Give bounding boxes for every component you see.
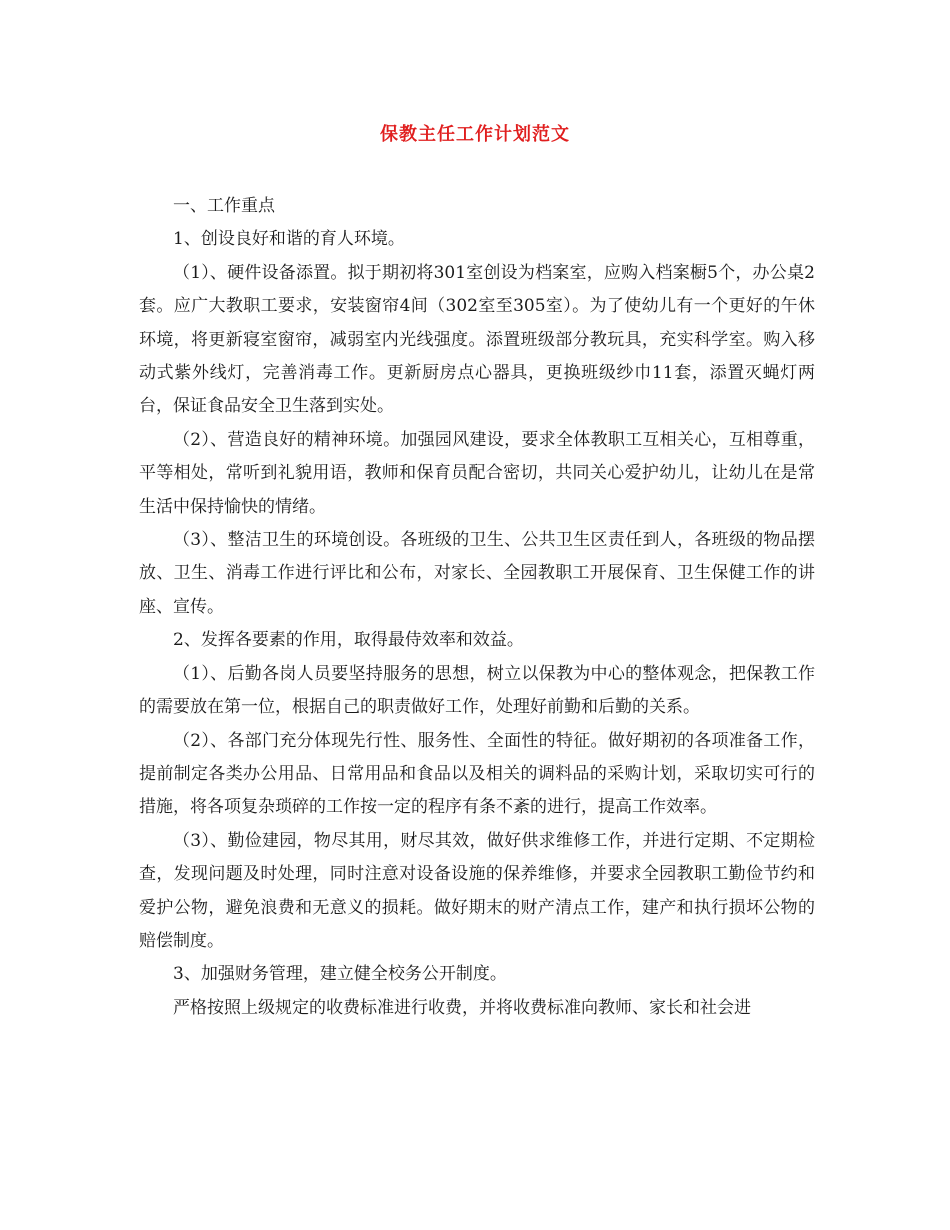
document-title: 保教主任工作计划范文 (380, 124, 570, 145)
subsection-heading: 3、加强财务管理，建立健全校务公开制度。 (173, 964, 507, 985)
subsection-heading: 1、创设良好和谐的育人环境。 (173, 229, 405, 250)
section-heading: 一、工作重点 (173, 196, 275, 216)
document-body (139, 190, 815, 1025)
subsection-heading: 2、发挥各要素的作用，取得最侍效率和效益。 (173, 630, 524, 651)
paragraph: （2）、营造良好的精神环境。加强园风建设，要求全体教职工互相关心，互相尊重，平等相处，常听到礼貌用语，教师和保育员配合密切，共同关心爱护幼儿，让幼儿在是常生活中保持愉快的情绪。 (139, 429, 815, 517)
paragraph: （3）、勤俭建园，物尽其用，财尽其效，做好供求维修工作，并进行定期、不定期检查，发现问题及时处理，同时注意对设备设施的保养维修，并要求全园教职工勤俭节约和爱护公物，避免浪费和无意义的损耗。做好期末的财产清点工作，建产和执行损坏公物的赔偿制度。 (139, 830, 815, 951)
paragraph: （1）、后勤各岗人员要坚持服务的思想，树立以保教为中心的整体观念，把保教工作的需要放在第一位，根据自己的职责做好工作，处理好前勤和后勤的关系。 (139, 663, 815, 718)
paragraph: （2）、各部门充分体现先行性、服务性、全面性的特征。做好期初的各项准备工作，提前制定各类办公用品、日常用品和食品以及相关的调料品的采购计划，采取切实可行的措施，将各项复杂琐碎的工作按一定的程序有条不紊的进行，提高工作效率。 (139, 730, 815, 818)
paragraph: （3）、整洁卫生的环境创设。各班级的卫生、公共卫生区责任到人，各班级的物品摆放、卫生、消毒工作进行评比和公布，对家长、全园教职工开展保育、卫生保健工作的讲座、宣传。 (139, 530, 815, 617)
paragraph: （1）、硬件设备添置。拟于期初将301室创设为档案室，应购入档案橱5个，办公桌2套。应广大教职工要求，安装窗帘4间（302室至305室）。为了使幼儿有一个更好的午休环境，将更新寝室窗帘，减弱室内光线强度。添置班级部分教玩具，充实科学室。购入移动式紫外线灯，完善消毒工作。更新厨房点心器具，更换班级纱巾11套，添置灭蝇灯两台，保证食品安全卫生落到实处。 (139, 262, 815, 417)
paragraph: 严格按照上级规定的收费标准进行收费，并将收费标准向教师、家长和社会进 (173, 997, 751, 1018)
